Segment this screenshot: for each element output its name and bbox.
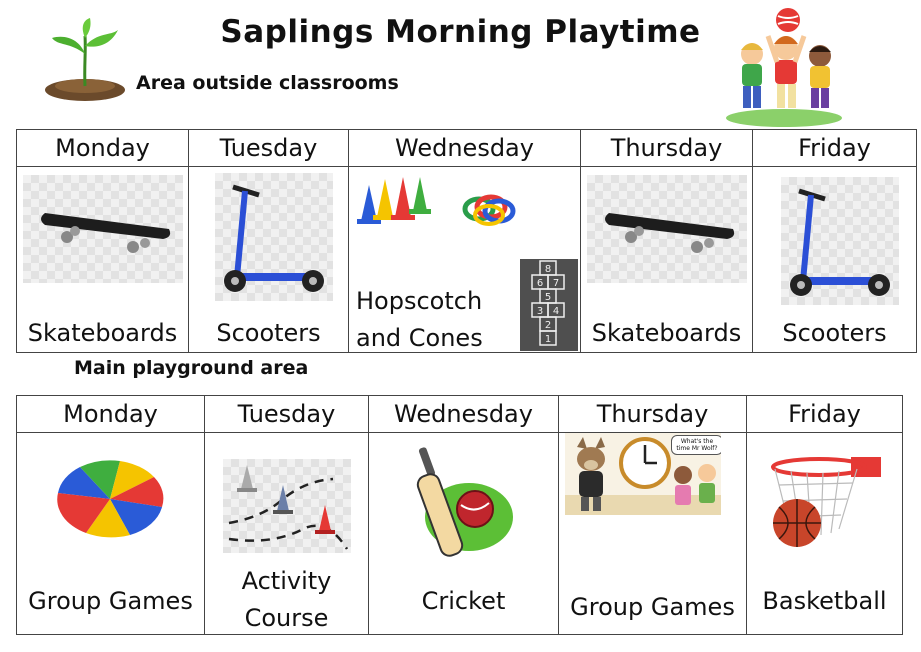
rings-icon (461, 189, 517, 229)
basketball-hoop-icon (765, 453, 883, 553)
area2-timetable (16, 395, 903, 635)
hopscotch-number-3: 3 (536, 306, 544, 317)
hopscotch-icon (520, 259, 578, 351)
area1-cell-monday (17, 167, 189, 353)
hopscotch-number-8: 8 (544, 264, 552, 275)
hopscotch-number-2: 2 (544, 320, 552, 331)
hopscotch-number-1: 1 (544, 334, 552, 345)
area1-heading: Area outside classrooms (136, 72, 399, 94)
hopscotch-number-5: 5 (544, 292, 552, 303)
skateboard-icon (23, 175, 183, 283)
area2-cell-friday (747, 433, 903, 635)
area1-cell-thursday (581, 167, 753, 353)
hopscotch-number-7: 7 (552, 278, 560, 289)
area1-cell-friday (753, 167, 917, 353)
scooter-icon (781, 177, 899, 305)
scooter-icon (215, 173, 333, 301)
area2-activity-monday: Group Games (28, 587, 193, 615)
cones-icon (355, 171, 435, 227)
area2-cell-tuesday (205, 433, 369, 635)
kids-playing-icon (722, 6, 844, 128)
area1-timetable (16, 129, 917, 353)
cricket-icon (411, 445, 515, 561)
area1-day-wednesday: Wednesday (349, 130, 581, 167)
skateboard-icon (587, 175, 747, 283)
area2-activity-wednesday: Cricket (421, 587, 506, 615)
area1-cell-wednesday (349, 167, 581, 353)
area2-activity-friday: Basketball (762, 587, 887, 615)
area2-cell-thursday (559, 433, 747, 635)
area1-day-friday: Friday (753, 130, 917, 167)
area2-day-wednesday: Wednesday (369, 396, 559, 433)
activity-course-icon (223, 459, 351, 553)
area2-day-monday: Monday (17, 396, 205, 433)
area2-day-tuesday: Tuesday (205, 396, 369, 433)
area1-day-tuesday: Tuesday (189, 130, 349, 167)
wolf-speech-bubble: What's the time Mr Wolf? (671, 435, 721, 455)
area2-cell-wednesday (369, 433, 559, 635)
area1-cell-tuesday (189, 167, 349, 353)
area2-activity-thursday: Group Games (570, 593, 735, 621)
area2-activity-tuesday: Activity Course (241, 567, 332, 632)
area1-activity-thursday: Skateboards (591, 319, 742, 347)
area2-day-friday: Friday (747, 396, 903, 433)
hopscotch-number-6: 6 (536, 278, 544, 289)
mr-wolf-icon (565, 433, 721, 515)
area1-activity-friday: Scooters (782, 319, 887, 347)
area1-activity-wednesday: Hopscotch and Cones (356, 287, 483, 352)
parachute-icon (55, 459, 165, 539)
area2-heading: Main playground area (74, 357, 309, 379)
area2-day-thursday: Thursday (559, 396, 747, 433)
area1-day-thursday: Thursday (581, 130, 753, 167)
area1-activity-monday: Skateboards (27, 319, 178, 347)
area2-cell-monday (17, 433, 205, 635)
page-title: Saplings Morning Playtime (220, 14, 701, 50)
area1-day-monday: Monday (17, 130, 189, 167)
hopscotch-number-4: 4 (552, 306, 560, 317)
area1-activity-tuesday: Scooters (216, 319, 321, 347)
